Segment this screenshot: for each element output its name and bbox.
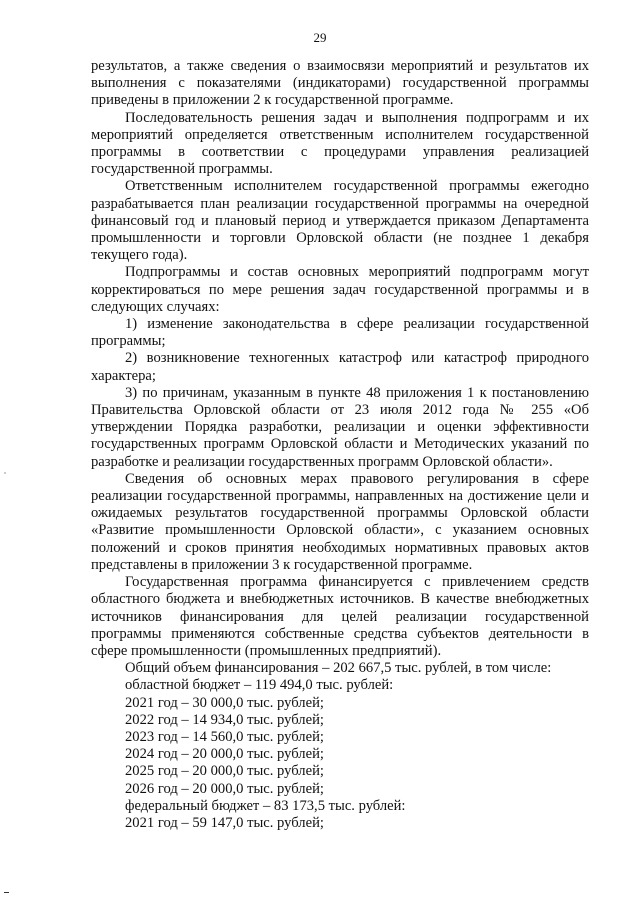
financing-federal-total: федеральный бюджет – 83 173,5 тыс. рублей: — [125, 797, 406, 814]
financing-regional-year: 2021 год – 30 000,0 тыс. рублей; — [125, 694, 324, 711]
financing-regional-year: 2023 год – 14 560,0 тыс. рублей; — [125, 728, 324, 745]
financing-total: Общий объем финансирования – 202 667,5 тыс. рублей, в том числе: — [125, 660, 552, 677]
paragraph-financing-sources: Государственная программа финансируется с привлечением средств областного бюджета и внебюджетных источников. В качестве внебюджетных источников финансирования для целей реализации государственной программы применяются собственные средства субъектов деятельности в сфере промышленности (промышленных предприятий). — [91, 574, 589, 659]
financing-regional-year: 2022 год – 14 934,0 тыс. рублей; — [125, 711, 324, 728]
financing-regional-year: 2026 год – 20 000,0 тыс. рублей; — [125, 780, 324, 797]
scan-artifact — [4, 892, 9, 893]
scan-artifact — [4, 472, 6, 474]
paragraph-adjustment-cases: Подпрограммы и состав основных мероприятий подпрограмм могут корректироваться по мере решения задач государственной программы и в следующих случаях: — [91, 264, 589, 315]
list-item-other-reasons: 3) по причинам, указанным в пункте 48 приложения 1 к постановлению Правительства Орловской области от 23 июля 2012 года № 255 «Об утверждении Порядка разработки, реализации и оценки эффективности государственных программ Орловской области и Методических указаний по разработке и реализации государственных программ Орловской области». — [91, 384, 589, 470]
paragraph-annual-plan: Ответственным исполнителем государственной программы ежегодно разрабатывается план реализации государственной программы на очередной финансовый год и плановый период и утверждается приказом Департамента промышленности и торговли Орловской области (не позднее 1 декабря текущего года). — [91, 178, 589, 264]
financing-regional-year: 2025 год – 20 000,0 тыс. рублей; — [125, 763, 324, 780]
paragraph-legal-regulation: Сведения об основных мерах правового регулирования в сфере реализации государственной программы, направленных на достижение цели и ожидаемых результатов государственной программы Орловской области «Развитие промышленности Орловской области», с указанием основных положений и сроков принятия необходимых нормативных правовых актов представлены в приложении 3 к государственной программе. — [91, 470, 589, 573]
financing-federal-year: 2021 год – 59 147,0 тыс. рублей; — [125, 814, 324, 831]
list-item-legislation: 1) изменение законодательства в сфере реализации государственной программы; — [91, 316, 589, 350]
list-item-catastrophes: 2) возникновение техногенных катастроф или катастроф природного характера; — [91, 350, 589, 384]
financing-regional-total: областной бюджет – 119 494,0 тыс. рублей: — [125, 677, 394, 694]
paragraph-sequence: Последовательность решения задач и выполнения подпрограмм и их мероприятий определяется ответственным исполнителем государственной программы в соответствии с процедурами управления реализацией государственной программы. — [91, 109, 589, 178]
paragraph-results-continuation: результатов, а также сведения о взаимосвязи мероприятий и результатов их выполнения с показателями (индикаторами) государственной программы приведены в приложении 2 к государственной программе. — [91, 58, 589, 109]
financing-regional-year: 2024 год – 20 000,0 тыс. рублей; — [125, 746, 324, 763]
document-body — [91, 58, 589, 832]
page-number: 29 — [313, 30, 327, 45]
